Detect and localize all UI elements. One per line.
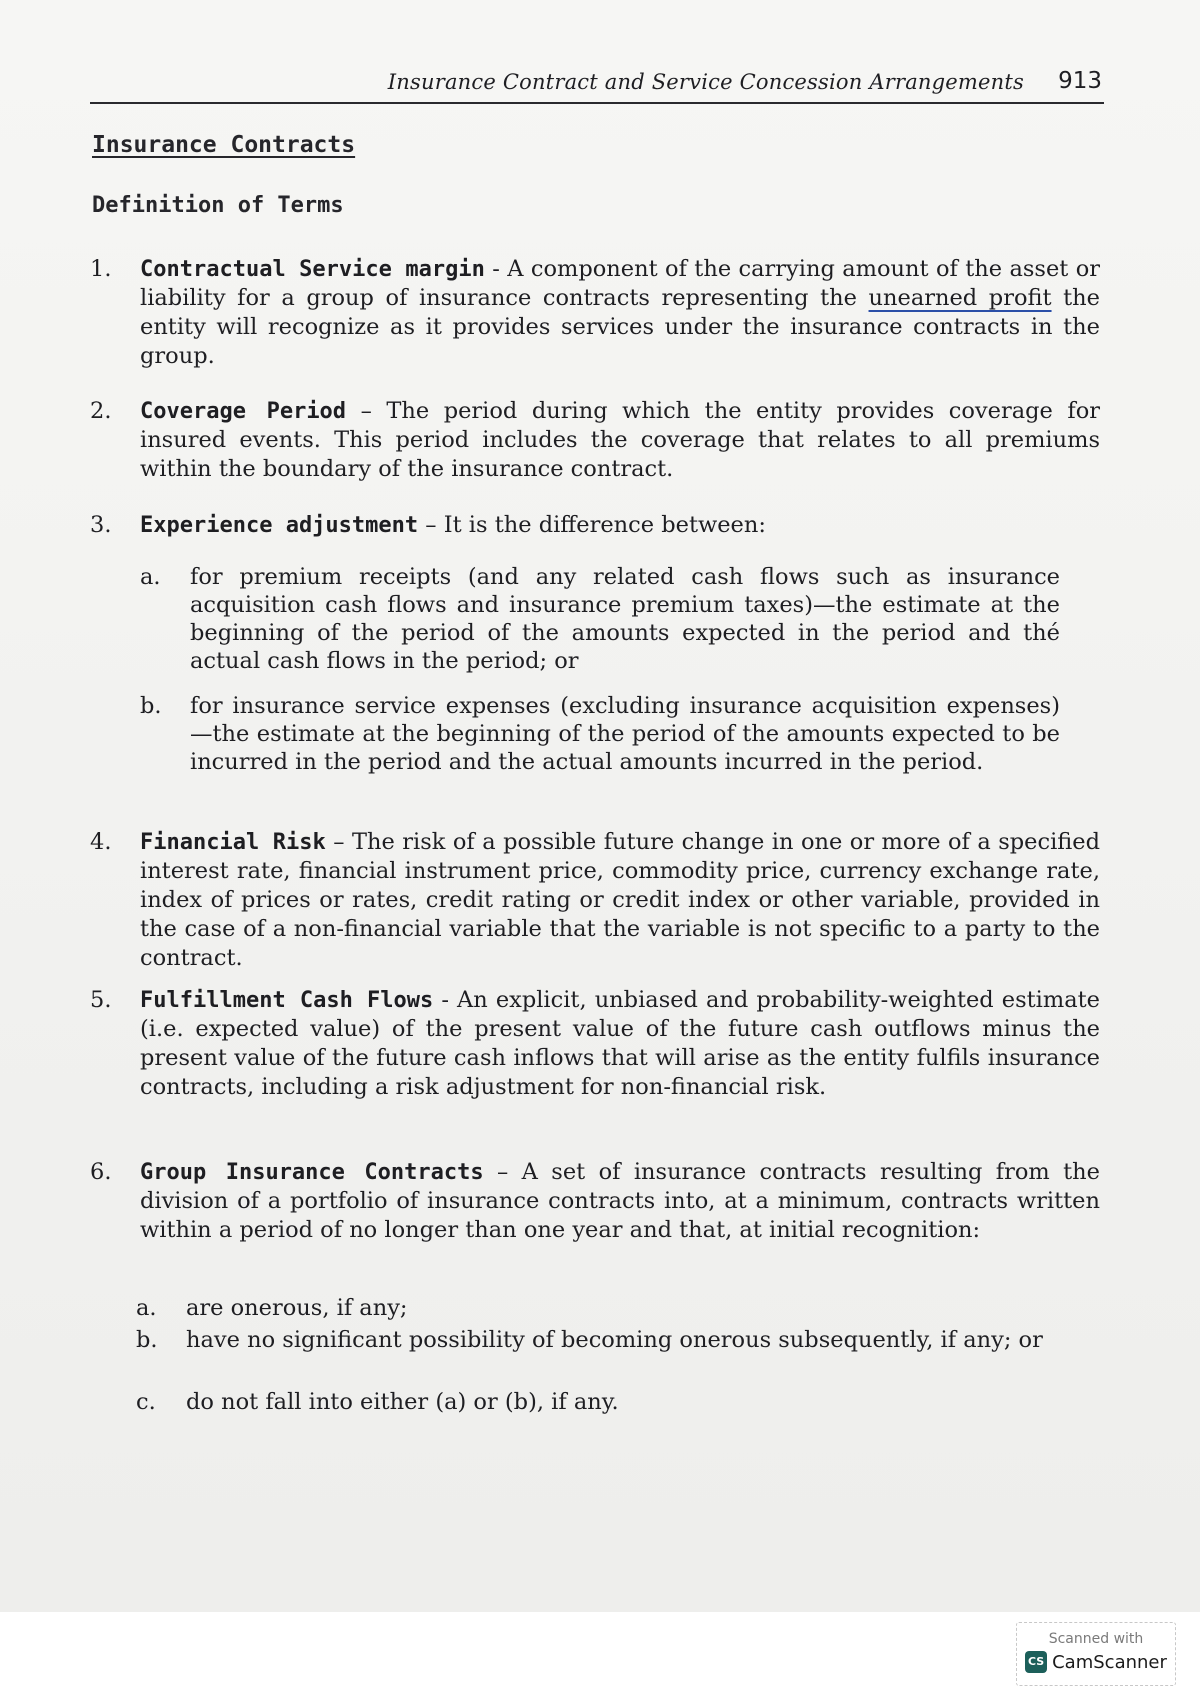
sub-item-6c (136, 1388, 1056, 1416)
item-body (140, 828, 1100, 973)
item-body (140, 255, 1100, 371)
item-number: 4. (90, 829, 112, 855)
term: Financial Risk (140, 830, 326, 855)
sub-item-3a (140, 563, 1060, 675)
camscanner-logo-icon: CS (1025, 1651, 1047, 1673)
page-number: 913 (1058, 68, 1102, 94)
sub-item-text: have no significant possibility of becoming onerous subsequently, if any; or (186, 1327, 1043, 1353)
definition-text: The period during which the entity provides coverage for insured events. This period includes the coverage that relates to all premiums within the boundary of the insurance contract. (140, 398, 1100, 482)
sub-item-text: are onerous, if any; (186, 1295, 408, 1321)
term: Group Insurance Contracts (140, 1160, 484, 1185)
sub-item-3b (140, 692, 1060, 776)
underlined-phrase: unearned profit (868, 285, 1052, 311)
sub-item-letter: b. (140, 693, 162, 719)
item-number: 6. (90, 1159, 112, 1185)
sub-item-text: for insurance service expenses (excluding insurance acquisition expenses)—the estimate at the beginning of the period of the amounts expected to be incurred in the period and the actual amounts incurred in the period. (190, 693, 1060, 775)
definition-text: A set of insurance contracts resulting from the division of a portfolio of insurance contracts into, at a minimum, contracts written within a period of no longer than one year and that, at initial recognition: (140, 1159, 1100, 1243)
term-separator: - (433, 987, 458, 1013)
item-body (140, 511, 1100, 540)
sub-item-letter: c. (136, 1389, 156, 1415)
term: Experience adjustment (140, 513, 419, 538)
item-number: 2. (90, 398, 112, 424)
item-body (140, 1158, 1100, 1245)
term: Contractual Service margin (140, 257, 485, 282)
term-separator: – (418, 512, 444, 538)
term: Coverage Period (140, 399, 347, 424)
definition-text: The risk of a possible future change in one or more of a specified interest rate, financial instrument price, commodity price, currency exchange rate, index of prices or rates, credit rating or credit index or other variable, provided in the case of a non-financial variable that the variable is not specific to a party to the contract. (140, 829, 1101, 971)
definition-item-1 (90, 255, 1100, 371)
sub-item-letter: b. (136, 1327, 158, 1353)
page-header (90, 58, 1104, 104)
sub-item-letter: a. (140, 564, 161, 590)
definition-text: An explicit, unbiased and probability-weighted estimate (i.e. expected value) of the present value of the future cash outflows minus the present value of the future cash inflows that will arise as the entity fulfils insurance contracts, including a risk adjustment for non-financial risk. (140, 987, 1100, 1100)
section-title: Insurance Contracts (92, 132, 356, 158)
definition-text-cont: the entity will recognize as it provides services under the insurance contracts in the group. (140, 285, 1100, 369)
item-body (140, 397, 1100, 484)
item-number: 3. (90, 512, 112, 538)
term-separator: – (346, 398, 387, 424)
sub-item-text: for premium receipts (and any related cash flows such as insurance acquisition cash flows and insurance premium taxes)—the estimate at the beginning of the period of the amounts expected in the period and thé actual cash flows in the period; or (190, 564, 1060, 674)
item-body (140, 986, 1100, 1102)
camscanner-watermark (1016, 1622, 1176, 1686)
item-number: 5. (90, 987, 112, 1013)
sub-item-6b (136, 1326, 1056, 1354)
definition-item-6 (90, 1158, 1100, 1245)
definition-text: A component of the carrying amount of the asset or liability for a group of insurance contracts representing the (140, 256, 1100, 311)
sub-item-6a (136, 1294, 1056, 1322)
term-separator: - (484, 256, 508, 282)
definition-item-5 (90, 986, 1100, 1102)
sub-item-text: do not fall into either (a) or (b), if any. (186, 1389, 619, 1415)
subsection-title: Definition of Terms (92, 193, 344, 218)
definition-item-3 (90, 511, 1100, 540)
definition-text: It is the difference between: (443, 512, 766, 538)
watermark-brand-name: CamScanner (1052, 1651, 1167, 1673)
watermark-caption: Scanned with (1048, 1631, 1144, 1647)
term: Fulfillment Cash Flows (140, 988, 434, 1013)
term-separator: – (325, 829, 352, 855)
running-title: Insurance Contract and Service Concession Arrangements (387, 70, 1024, 94)
definition-item-2 (90, 397, 1100, 484)
definition-item-4 (90, 828, 1100, 973)
item-number: 1. (90, 256, 112, 282)
term-separator: – (483, 1159, 522, 1185)
sub-item-letter: a. (136, 1295, 157, 1321)
watermark-brand (1017, 1651, 1175, 1673)
